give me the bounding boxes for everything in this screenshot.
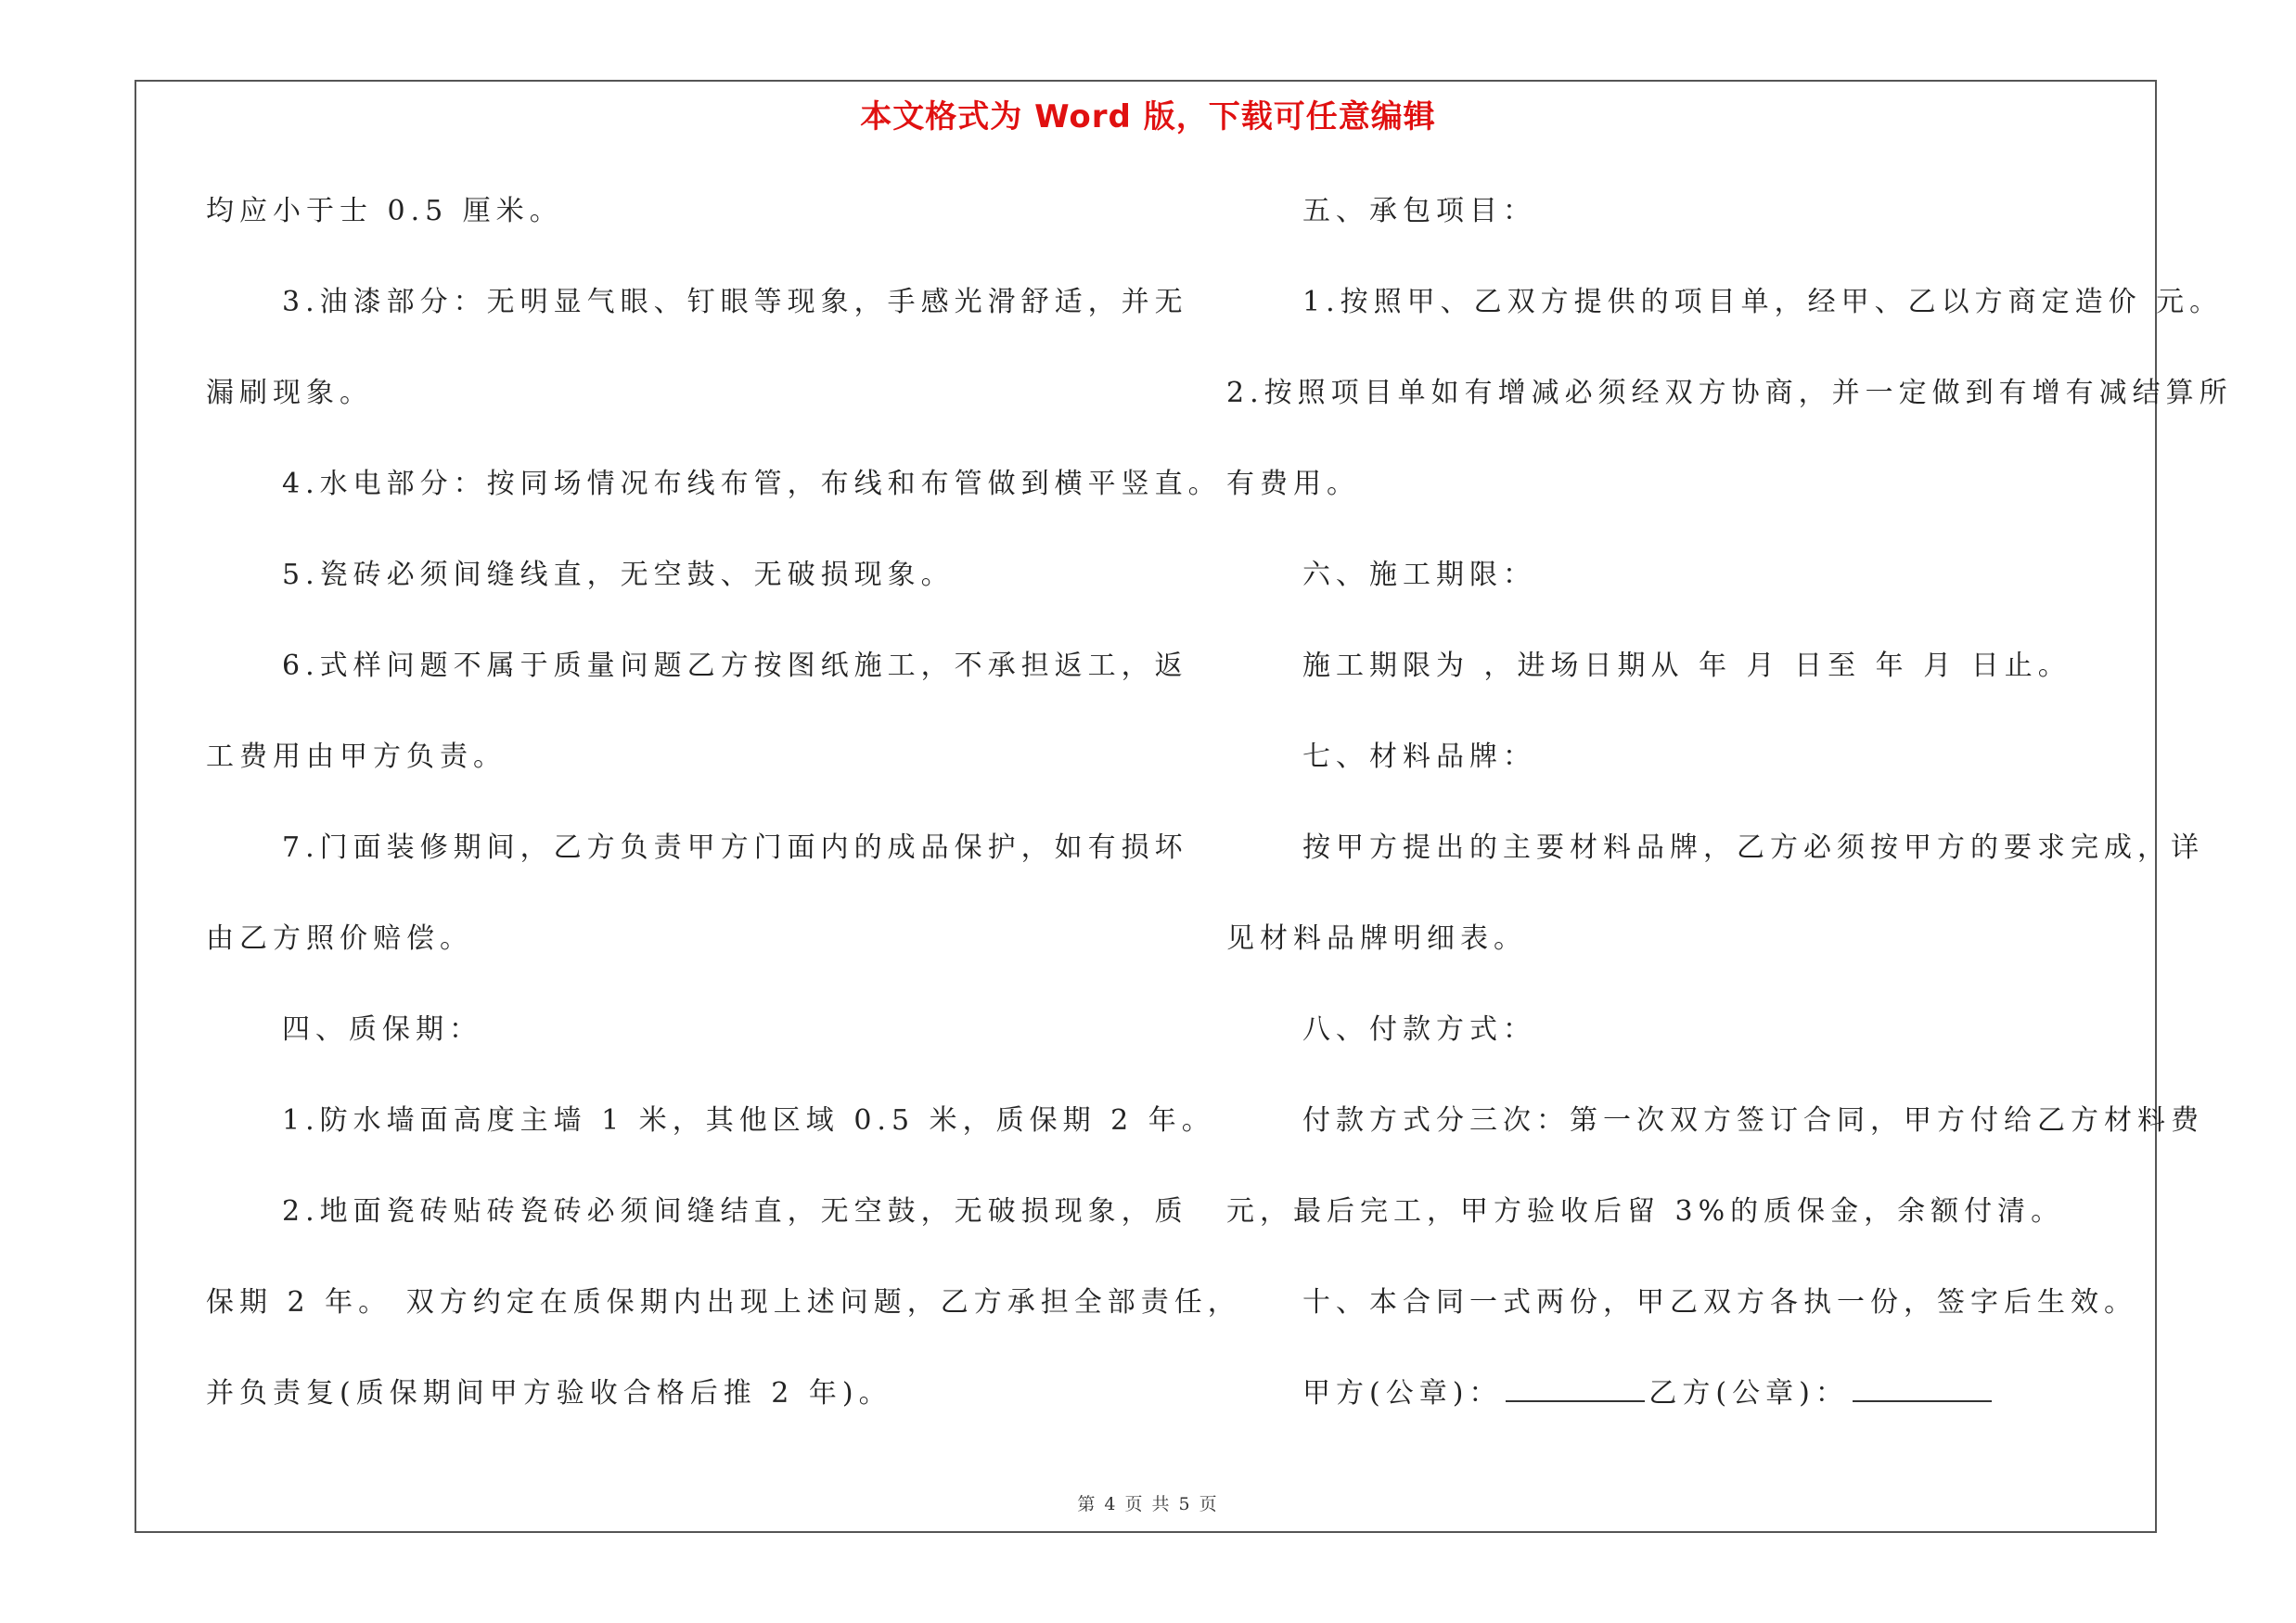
paragraph-line: 漏刷现象。 (206, 377, 373, 409)
paragraph-line: 见材料品牌明细表。 (1226, 922, 1527, 955)
party-b-label: 乙方(公章)： (1648, 1377, 1849, 1410)
left-column (206, 184, 1241, 1457)
section-heading: 五、承包项目： (1302, 195, 1536, 227)
paragraph-line: 2.按照项目单如有增减必须经双方协商，并一定做到有增有减结算所 (1226, 377, 2233, 409)
paragraph-line: 2.地面瓷砖贴砖瓷砖必须间缝结直，无空鼓，无破损现象，质 (282, 1195, 1188, 1228)
section-heading: 四、质保期： (282, 1013, 482, 1046)
paragraph-line: 6.式样问题不属于质量问题乙方按图纸施工，不承担返工，返 (282, 650, 1188, 682)
party-a-label: 甲方(公章)： (1302, 1377, 1503, 1410)
format-notice-banner: 本文格式为 Word 版，下载可任意编辑 (860, 98, 1436, 135)
right-column (1226, 184, 2233, 1457)
paragraph-line: 4.水电部分：按同场情况布线布管，布线和布管做到横平竖直。 (282, 468, 1222, 500)
signature-line (1226, 1366, 2163, 1457)
section-heading: 八、付款方式： (1302, 1013, 1536, 1046)
paragraph-line: 7.门面装修期间，乙方负责甲方门面内的成品保护，如有损坏 (282, 831, 1188, 864)
paragraph-line: 十、本合同一式两份，甲乙双方各执一份，签字后生效。 (1302, 1286, 2137, 1319)
paragraph-line: 1.按照甲、乙双方提供的项目单，经甲、乙以方商定造价 元。 (1302, 286, 2224, 318)
paragraph-line: 付款方式分三次：第一次双方签订合同，甲方付给乙方材料费 (1302, 1104, 2204, 1137)
paragraph-line: 1.防水墙面高度主墙 1 米，其他区域 0.5 米，质保期 2 年。 (282, 1104, 1215, 1137)
paragraph-line: 均应小于士 0.5 厘米。 (206, 195, 563, 227)
paragraph-line: 并负责复(质保期间甲方验收合格后推 2 年)。 (206, 1377, 892, 1410)
paragraph-line: 元，最后完工，甲方验收后留 3%的质保金，余额付清。 (1226, 1195, 2065, 1228)
paragraph-line: 按甲方提出的主要材料品牌，乙方必须按甲方的要求完成，详 (1302, 831, 2204, 864)
section-heading: 七、材料品牌： (1302, 741, 1536, 773)
paragraph-line: 5.瓷砖必须间缝线直，无空鼓、无破损现象。 (282, 559, 955, 591)
section-heading: 六、施工期限： (1302, 559, 1536, 591)
paragraph-line: 保期 2 年。 双方约定在质保期内出现上述问题，乙方承担全部责任， (206, 1286, 1241, 1319)
paragraph-line: 有费用。 (1226, 468, 1360, 500)
paragraph-line: 由乙方照价赔偿。 (206, 922, 473, 955)
party-a-blank (1506, 1372, 1645, 1402)
paragraph-line: 施工期限为 ，进场日期从 年 月 日至 年 月 日止。 (1302, 650, 2072, 682)
page-number-footer: 第 4 页 共 5 页 (1077, 1494, 1219, 1514)
paragraph-line: 3.油漆部分：无明显气眼、钉眼等现象，手感光滑舒适，并无 (282, 286, 1188, 318)
paragraph-line: 工费用由甲方负责。 (206, 741, 507, 773)
party-b-blank (1853, 1372, 1992, 1402)
